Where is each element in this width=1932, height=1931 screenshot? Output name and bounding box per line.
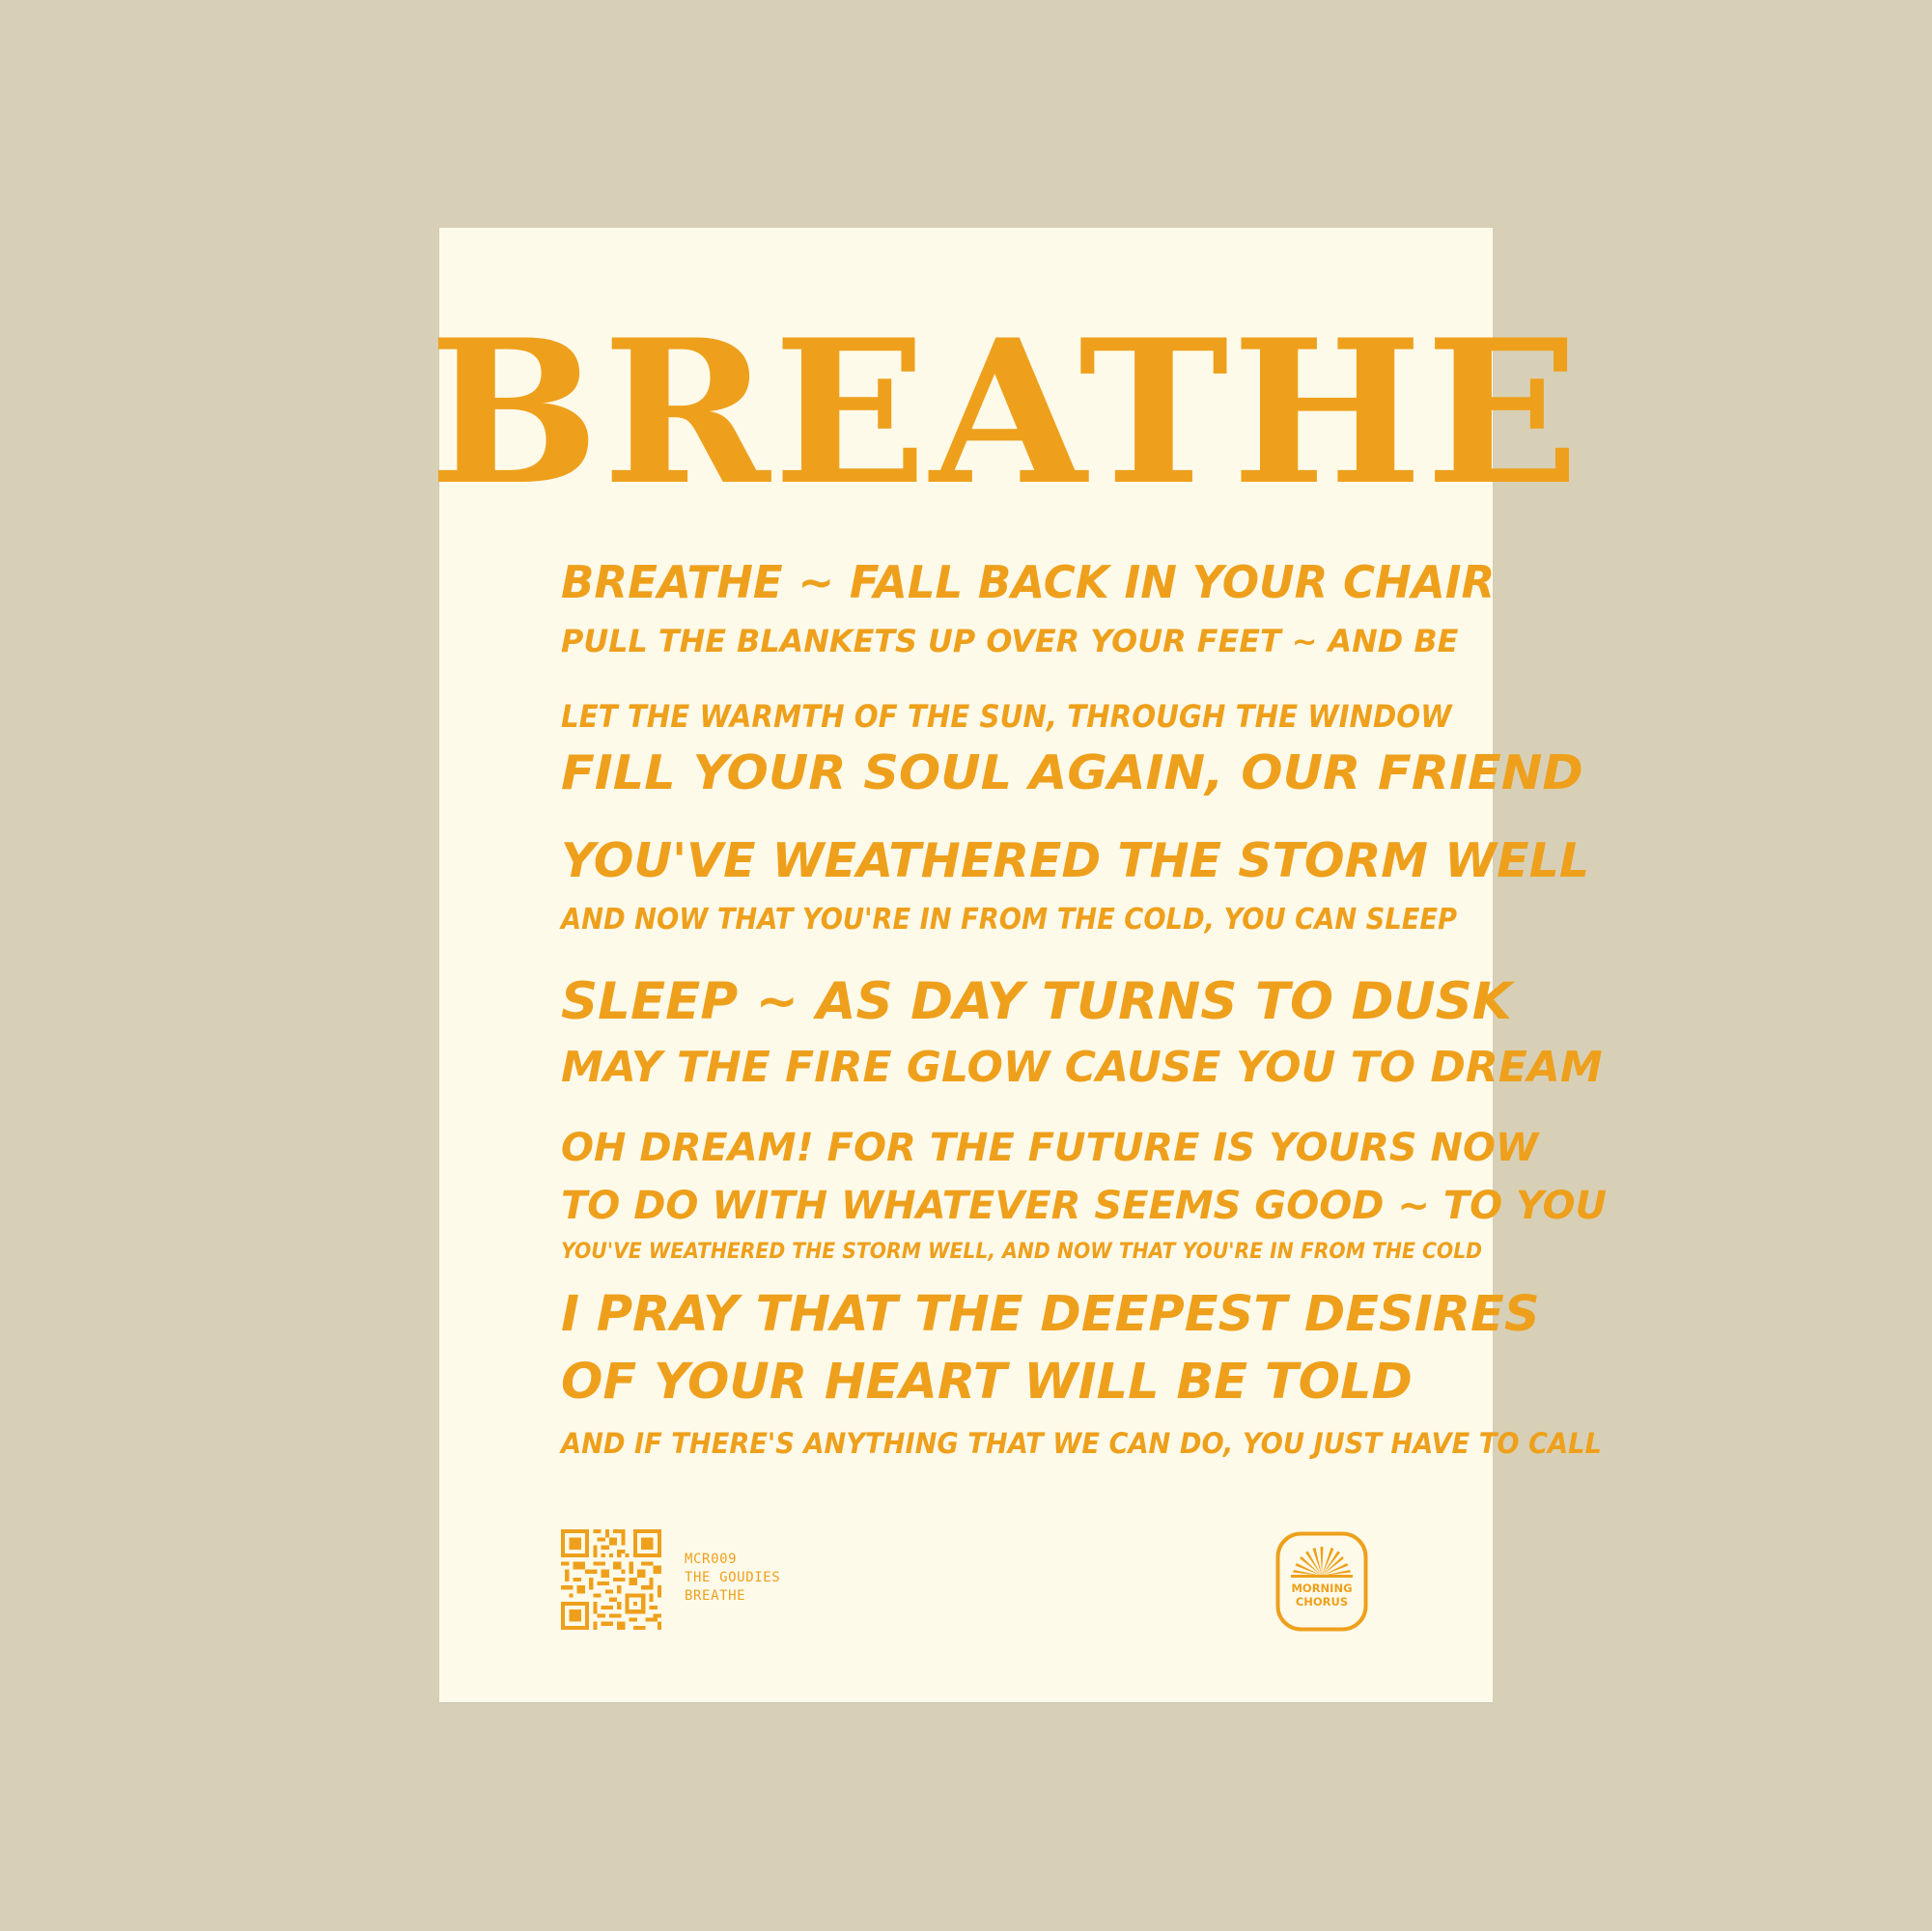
lyric-line: LET THE WARMTH OF THE SUN, THROUGH THE WINDOW — [561, 698, 1452, 735]
track-name: BREATHE — [685, 1588, 746, 1604]
lyric-line: PULL THE BLANKETS UP OVER YOUR FEET ~ AND BE — [561, 623, 1459, 659]
release-info — [685, 1551, 780, 1606]
morning-chorus-logo — [1275, 1531, 1368, 1632]
lyric-line: FILL YOUR SOUL AGAIN, OUR FRIEND — [561, 745, 1583, 800]
artist-name: THE GOUDIES — [685, 1570, 781, 1585]
qr-code[interactable] — [561, 1529, 661, 1630]
lyric-line: YOU'VE WEATHERED THE STORM WELL, AND NOW THAT YOU'RE IN FROM THE COLD — [561, 1240, 1483, 1264]
poster — [429, 228, 1608, 1702]
lyric-line: YOU'VE WEATHERED THE STORM WELL — [561, 833, 1590, 888]
lyric-line: MAY THE FIRE GLOW CAUSE YOU TO DREAM — [561, 1043, 1603, 1092]
catalog-number: MCR009 — [685, 1552, 738, 1567]
lyric-line: AND NOW THAT YOU'RE IN FROM THE COLD, YOU CAN SLEEP — [561, 903, 1458, 937]
lyric-line: BREATHE ~ FALL BACK IN YOUR CHAIR — [561, 556, 1496, 608]
logo-text-line1: MORNING — [1291, 1581, 1353, 1595]
poster-title: BREATHE — [429, 297, 1582, 529]
lyric-line: OF YOUR HEART WILL BE TOLD — [561, 1354, 1413, 1411]
lyric-line: I PRAY THAT THE DEEPEST DESIRES — [561, 1286, 1540, 1343]
lyric-line: SLEEP ~ AS DAY TURNS TO DUSK — [561, 972, 1512, 1031]
lyric-line: OH DREAM! FOR THE FUTURE IS YOURS NOW — [561, 1126, 1539, 1170]
lyric-line: AND IF THERE'S ANYTHING THAT WE CAN DO, YOU JUST HAVE TO CALL — [561, 1427, 1602, 1460]
lyric-line: TO DO WITH WHATEVER SEEMS GOOD ~ TO YOU — [561, 1184, 1608, 1228]
logo-text-line2: CHORUS — [1295, 1595, 1349, 1609]
